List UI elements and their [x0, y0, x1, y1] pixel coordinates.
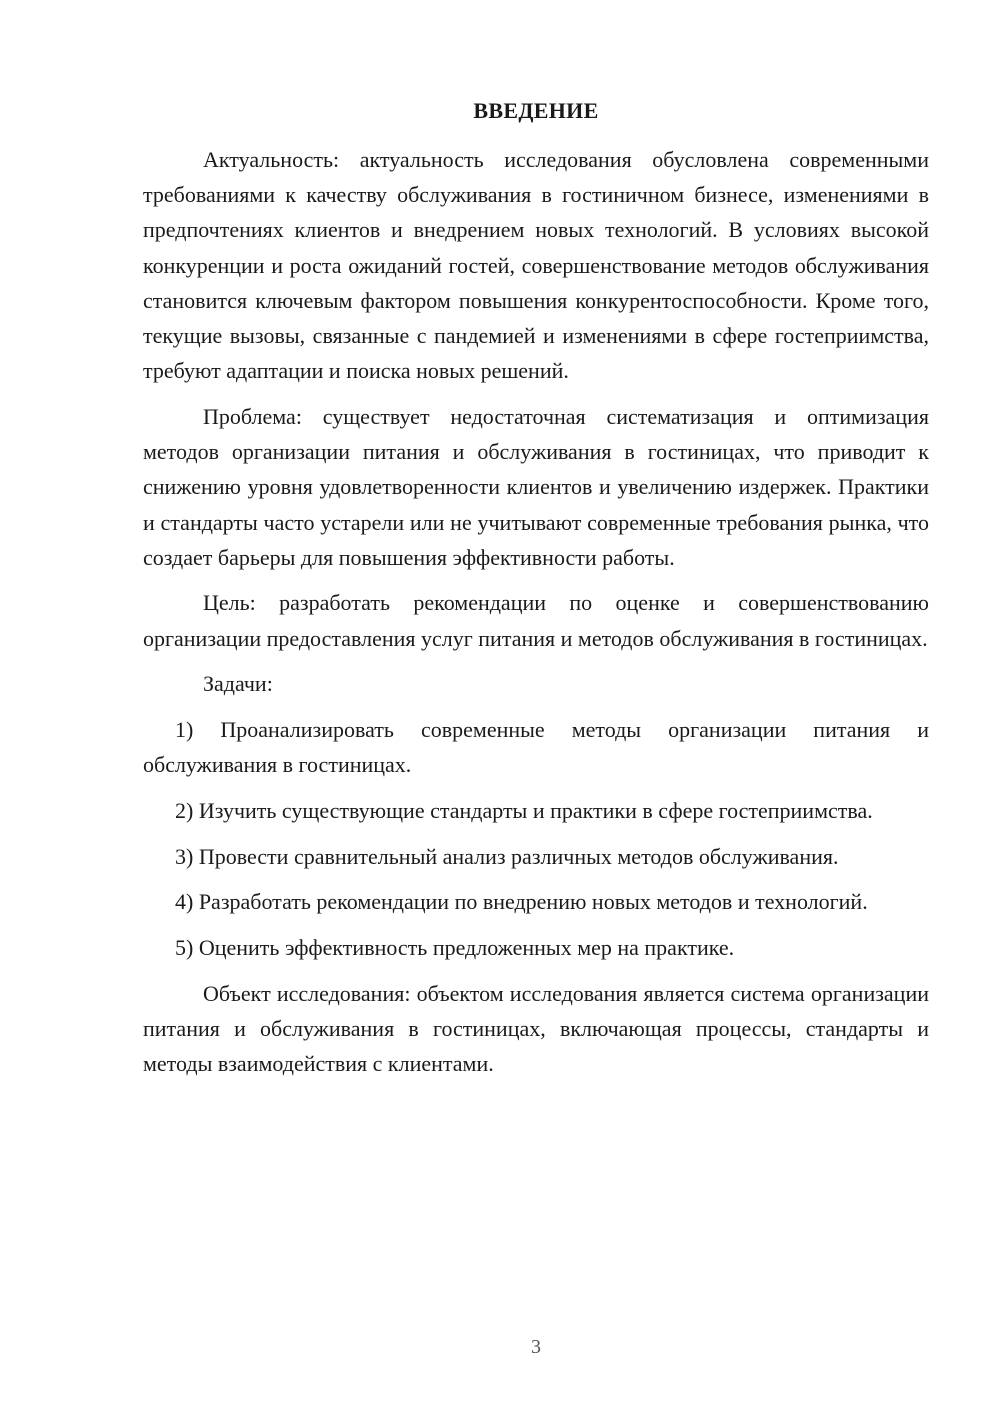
paragraph-goal: Цель: разработать рекомендации по оценке и совершенствованию организации предоставления услуг питания и методов обслуживания в гостиницах.: [143, 590, 929, 651]
page-title: ВВЕДЕНИЕ: [473, 98, 599, 123]
task-item-2: 2) Изучить существующие стандарты и практики в сфере гостеприимства.: [175, 797, 873, 823]
document-body: [143, 142, 929, 1092]
task-item-1: 1) Проанализировать современные методы организации питания и обслуживания в гостиницах.: [143, 717, 929, 778]
paragraph-relevance: Актуальность: актуальность исследования обусловлена современными требованиями к качеству обслуживания в гостиничном бизнесе, изменениями в предпочтениях клиентов и внедрением новых технологий. В условиях высокой конкуренции и роста ожиданий гостей, совершенствование методов обслуживания становится ключевым фактором повышения конкурентоспособности. Кроме того, текущие вызовы, связанные с пандемией и изменениями в сфере гостеприимства, требуют адаптации и поиска новых решений.: [143, 147, 929, 384]
page-number: 3: [531, 1336, 541, 1358]
paragraph-research-object: Объект исследования: объектом исследования является система организации питания и обслуживания в гостиницах, включающая процессы, стандарты и методы взаимодействия с клиентами.: [143, 980, 929, 1077]
task-item-4: 4) Разработать рекомендации по внедрению новых методов и технологий.: [175, 889, 868, 915]
paragraph-tasks-heading: Задачи:: [203, 671, 273, 697]
task-item-3: 3) Провести сравнительный анализ различных методов обслуживания.: [175, 843, 839, 869]
task-item-5: 5) Оценить эффективность предложенных мер на практике.: [175, 935, 735, 961]
paragraph-problem: Проблема: существует недостаточная систематизация и оптимизация методов организации питания и обслуживания в гостиницах, что приводит к снижению уровня удовлетворенности клиентов и увеличению издержек. Практики и стандарты часто устарели или не учитывают современные требования рынка, что создает барьеры для повышения эффективности работы.: [143, 403, 929, 570]
